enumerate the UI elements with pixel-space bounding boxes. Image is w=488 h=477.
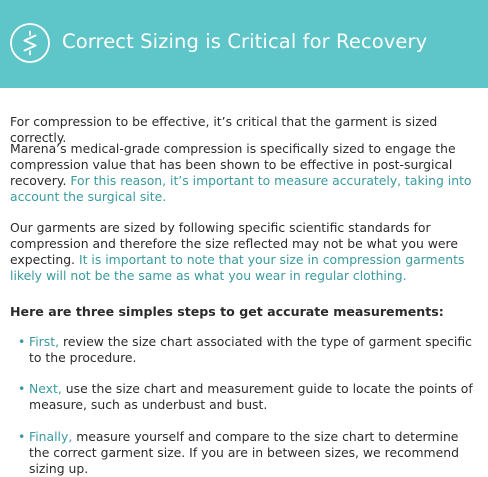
sizing-paragraph xyxy=(10,220,482,284)
step-item-finally xyxy=(18,429,480,477)
compression-paragraph-highlight: For this reason, it’s important to measure accurately, taking into account the surgical site. xyxy=(10,173,472,204)
step-text: use the size chart and measurement guide to locate the points of measure, such as underbust and bust. xyxy=(29,381,473,412)
step-lead: Next, xyxy=(29,381,62,396)
intro-paragraph: For compression to be effective, it’s critical that the garment is sized correctly. xyxy=(10,114,438,145)
sizing-paragraph-text: Our garments are sized by following specific scientific standards for compression and therefore the size reflected may not be what you were expecting. xyxy=(10,220,458,267)
page-title: Correct Sizing is Critical for Recovery xyxy=(62,30,428,53)
bullet-icon: • xyxy=(18,334,26,349)
step-text: measure yourself and compare to the size chart to determine the correct garment size. If you are in between sizes, we recommend sizing up. xyxy=(29,429,459,476)
compression-paragraph-text: Marena’s medical-grade compression is specifically sized to engage the compression value that has been shown to be effective in post-surgical recovery. xyxy=(10,141,456,188)
steps-heading: Here are three simples steps to get accurate measurements: xyxy=(10,304,444,319)
step-item-first xyxy=(18,334,480,366)
sizing-paragraph-highlight: It is important to note that your size in compression garments likely will not be the same as what you wear in regular clothing. xyxy=(10,252,465,283)
compression-paragraph xyxy=(10,141,482,205)
step-item-next xyxy=(18,381,480,413)
header-banner xyxy=(0,0,488,88)
bullet-icon: • xyxy=(18,381,26,396)
step-text: review the size chart associated with the type of garment specific to the procedure. xyxy=(29,334,472,365)
bullet-icon: • xyxy=(18,429,26,444)
step-lead: Finally, xyxy=(29,429,73,444)
step-lead: First, xyxy=(29,334,60,349)
dollar-s-icon xyxy=(9,22,51,64)
